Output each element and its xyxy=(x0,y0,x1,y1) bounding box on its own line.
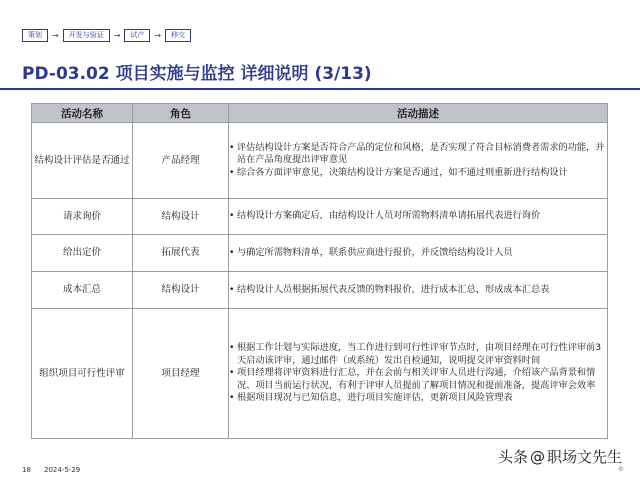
page-date: 2024-5-29 xyxy=(44,466,81,474)
activity-name-cell: 成本汇总 xyxy=(32,272,133,309)
description-bullet: • 根据项目现况与已知信息，进行项目实施评估，更新项目风险管理表 xyxy=(229,392,607,405)
table-header-row xyxy=(32,104,608,123)
watermark-at: @ xyxy=(529,447,545,466)
table-row xyxy=(32,199,608,235)
table-row xyxy=(32,123,608,199)
role-cell: 产品经理 xyxy=(133,123,229,199)
watermark-author: 职场文先生 xyxy=(546,448,622,466)
header-activity-name: 活动名称 xyxy=(32,104,133,123)
role-cell: 结构设计 xyxy=(133,272,229,309)
description-cell xyxy=(229,199,608,235)
table-row xyxy=(32,272,608,309)
description-cell xyxy=(229,272,608,309)
arrow-right-icon: → xyxy=(113,31,121,40)
step-planning: 策划 xyxy=(22,29,48,42)
watermark xyxy=(498,446,622,467)
table-row xyxy=(32,235,608,272)
table-row xyxy=(32,309,608,439)
description-bullet: • 评估结构设计方案是否符合产品的定位和风格，是否实现了符合目标消费者需求的功能，并站在产品角度提出评审意见 xyxy=(229,142,607,167)
role-cell: 结构设计 xyxy=(133,199,229,235)
description-bullet: • 结构设计方案确定后，由结构设计人员对所需物料清单请拓展代表进行询价 xyxy=(229,210,607,223)
role-cell: 拓展代表 xyxy=(133,235,229,272)
activity-name-cell: 给出定价 xyxy=(32,235,133,272)
header-role: 角色 xyxy=(133,104,229,123)
activity-table xyxy=(31,103,608,439)
role-cell: 项目经理 xyxy=(133,309,229,439)
activity-name-cell: 请求询价 xyxy=(32,199,133,235)
description-bullet: • 项目经理将评审资料进行汇总，并在会前与相关评审人员进行沟通，介绍该产品背景和情况、项目当前运行状况，有利于评审人员提前了解项目情况和提前准备，提高评审会效率 xyxy=(229,367,607,392)
description-bullet: • 根据工作计划与实际进度，当工作进行到可行性评审节点时，由项目经理在可行性评审前3天启动该评审，通过邮件（或系统）发出自检通知，说明提交评审资料时间 xyxy=(229,342,607,367)
process-steps xyxy=(22,29,191,42)
activity-name-cell: 组织项目可行性评审 xyxy=(32,309,133,439)
header-activity-description: 活动描述 xyxy=(229,104,608,123)
description-cell xyxy=(229,309,608,439)
description-bullet: • 与确定所需物料清单，联系供应商进行报价，并反馈给结构设计人员 xyxy=(229,247,607,260)
title-divider xyxy=(0,88,640,90)
description-cell xyxy=(229,235,608,272)
activity-name-cell: 结构设计评估是否通过 xyxy=(32,123,133,199)
step-trial-production: 试产 xyxy=(124,29,150,42)
step-development-verification: 开发与验证 xyxy=(63,29,110,42)
description-bullet: • 综合各方面评审意见，决策结构设计方案是否通过，如不通过则重新进行结构设计 xyxy=(229,167,607,180)
watermark-prefix: 头条 xyxy=(497,448,528,466)
page-title: PD-03.02 项目实施与监控 详细说明 (3/13) xyxy=(22,64,372,84)
page-number: 18 xyxy=(22,466,31,474)
arrow-right-icon: → xyxy=(154,31,162,40)
description-bullet: • 结构设计人员根据拓展代表反馈的物料报价，进行成本汇总，形成成本汇总表 xyxy=(229,284,607,297)
description-cell xyxy=(229,123,608,199)
arrow-right-icon: → xyxy=(52,31,59,40)
copyright-mark: © xyxy=(618,466,624,473)
step-handover: 移交 xyxy=(165,29,191,42)
